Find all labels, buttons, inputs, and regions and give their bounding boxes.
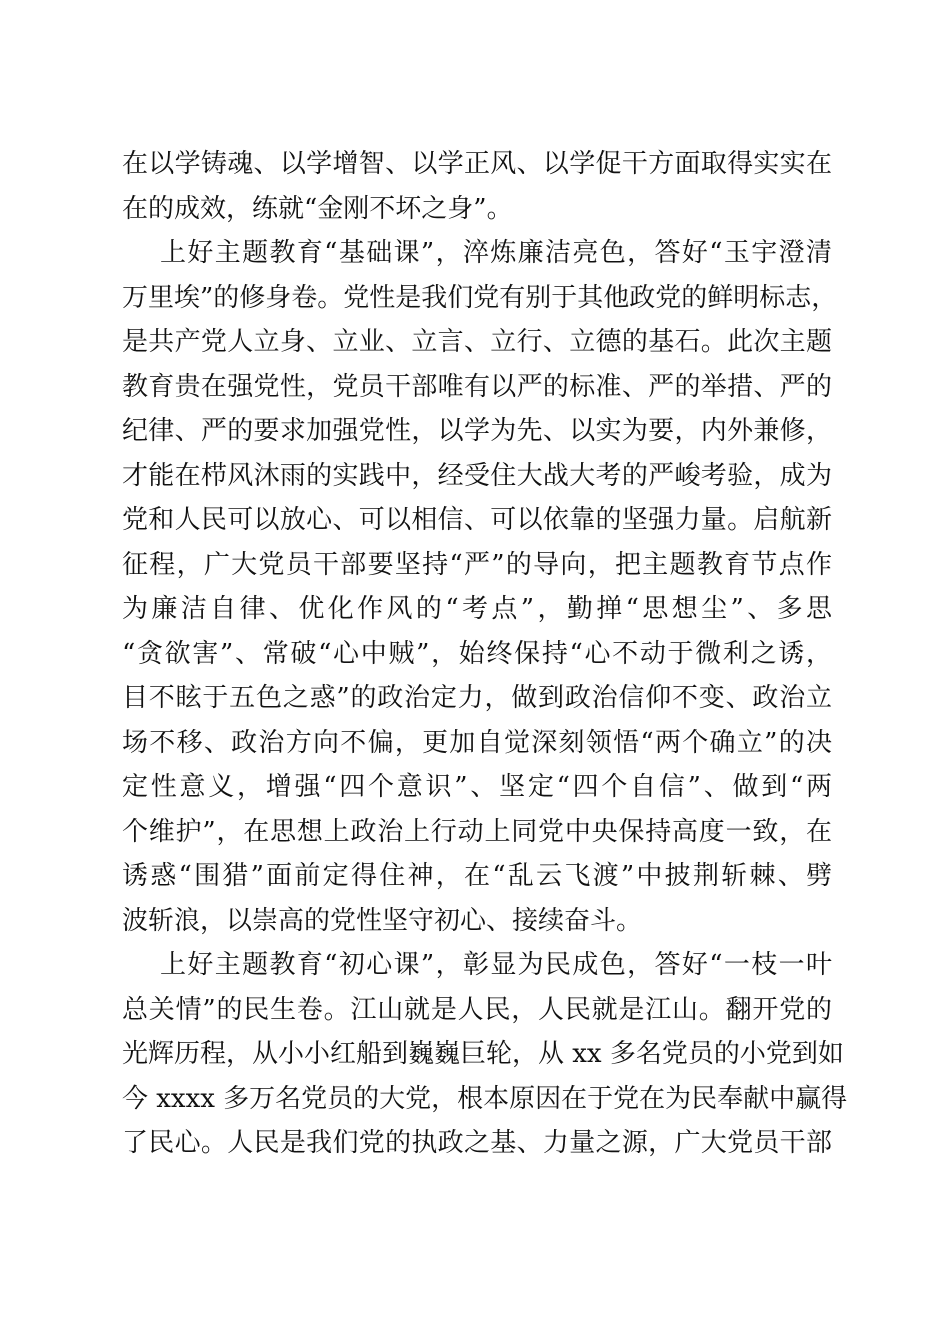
text-line-14: 场不移、政治方向不偏，更加自觉深刻领悟“两个确立”的决 <box>122 727 832 758</box>
text-line-6: 教育贵在强党性，党员干部唯有以严的标准、严的举措、严的 <box>122 371 832 402</box>
text-line-13: 目不眩于五色之惑”的政治定力，做到政治信仰不变、政治立 <box>122 683 832 713</box>
text-line-21: 光辉历程，从小小红船到巍巍巨轮，从 xx 多名党员的小党到如 <box>122 1039 844 1069</box>
text-line-20: 总关情”的民生卷。江山就是人民，人民就是江山。翻开党的 <box>122 994 832 1025</box>
text-line-1: 在以学铸魂、以学增智、以学正风、以学促干方面取得实实在 <box>122 149 832 179</box>
text-line-22: 今 xxxx 多万名党员的大党，根本原因在于党在为民奉献中赢得 <box>122 1083 848 1114</box>
text-line-8: 才能在栉风沐雨的实践中，经受住大战大考的严峻考验，成为 <box>122 460 832 491</box>
text-line-10: 征程，广大党员干部要坚持“严”的导向，把主题教育节点作 <box>122 549 832 580</box>
text-line-2: 在的成效，练就“金刚不坏之身”。 <box>122 193 513 224</box>
text-line-23: 了民心。人民是我们党的执政之基、力量之源，广大党员干部 <box>122 1128 832 1158</box>
text-line-9: 党和人民可以放心、可以相信、可以依靠的坚强力量。启航新 <box>122 505 832 535</box>
text-line-12: “贪欲害”、常破“心中贼”，始终保持“心不动于微利之诱， <box>122 638 832 669</box>
document-body-text <box>122 142 848 1166</box>
text-line-7: 纪律、严的要求加强党性，以学为先、以实为要，内外兼修， <box>122 416 832 446</box>
text-line-16: 个维护”，在思想上政治上行动上同党中央保持高度一致，在 <box>122 816 832 847</box>
text-line-15: 定性意义，增强“四个意识”、坚定“四个自信”、做到“两 <box>122 772 832 802</box>
text-line-17: 诱惑“围猎”面前定得住神，在“乱云飞渡”中披荆斩棘、劈 <box>122 861 832 891</box>
text-line-5: 是共产党人立身、立业、立言、立行、立德的基石。此次主题 <box>122 327 832 357</box>
text-line-19: 上好主题教育“初心课”，彰显为民成色，答好“一枝一叶 <box>160 950 832 980</box>
text-line-18: 波斩浪，以崇高的党性坚守初心、接续奋斗。 <box>122 905 643 936</box>
text-line-3: 上好主题教育“基础课”，淬炼廉洁亮色，答好“玉宇澄清 <box>160 238 832 268</box>
text-line-11: 为廉洁自律、优化作风的“考点”，勤掸“思想尘”、多思 <box>122 594 832 624</box>
text-line-4: 万里埃”的修身卷。党性是我们党有别于其他政党的鲜明标志， <box>122 282 838 313</box>
